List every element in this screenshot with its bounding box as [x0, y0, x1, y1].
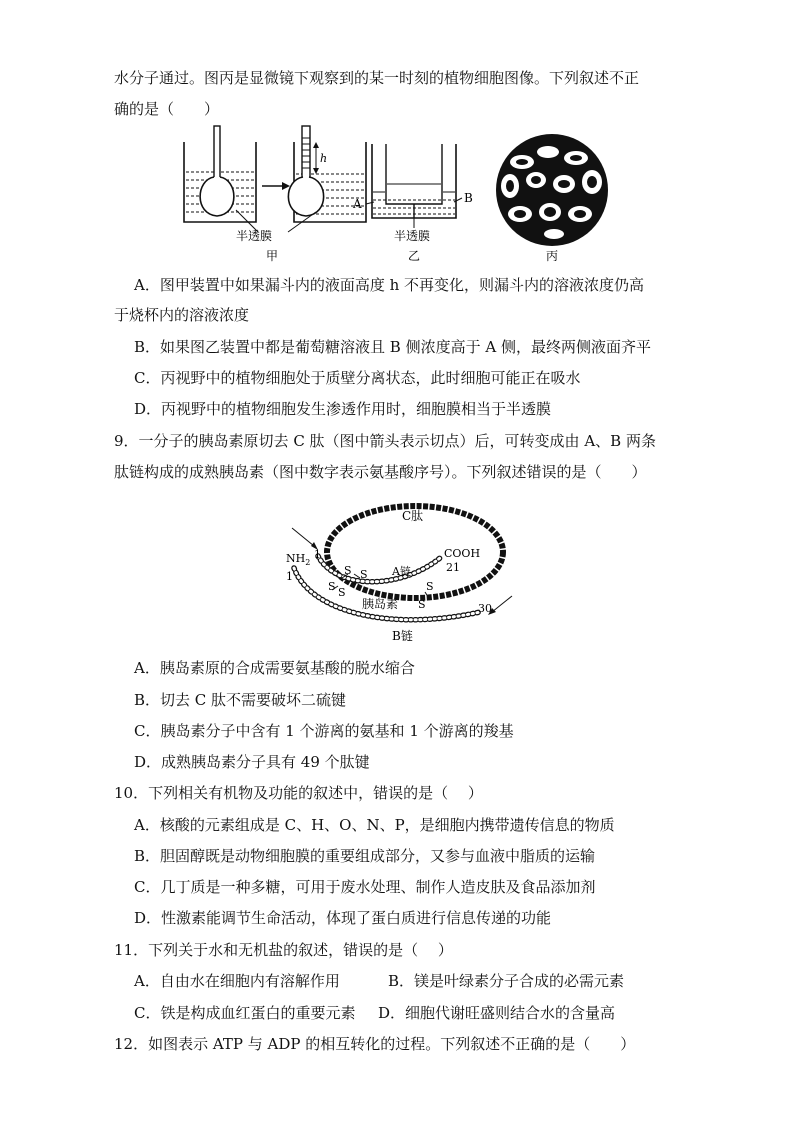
q9-option-c: C．胰岛素分子中含有 1 个游离的氨基和 1 个游离的羧基 — [134, 722, 514, 740]
cooh-label: COOH — [444, 547, 481, 560]
num-21: 21 — [446, 561, 460, 574]
q8-option-d: D．丙视野中的植物细胞发生渗透作用时，细胞膜相当于半透膜 — [134, 400, 552, 418]
jia-membrane-label: 半透膜 — [236, 229, 273, 243]
nh2-label: $NH_2$ — [286, 552, 311, 567]
q9-stem-line2: 肽链构成的成熟胰岛素（图中数字表示氨基酸序号）。下列叙述错误的是（ ） — [114, 463, 647, 481]
micrograph-bing — [496, 134, 608, 263]
yi-membrane-label: 半透膜 — [394, 229, 431, 243]
q9-option-b: B．切去 C 肽不需要破坏二硫键 — [134, 691, 347, 709]
q10-option-c: C．几丁质是一种多糖，可用于废水处理、制作人造皮肤及食品添加剂 — [134, 878, 596, 896]
bing-label: 丙 — [546, 249, 559, 263]
q10-option-b: B．胆固醇既是动物细胞膜的重要组成部分，又参与血液中脂质的运输 — [134, 847, 596, 865]
s-2: S — [360, 568, 368, 581]
b-chain-label: B链 — [392, 629, 413, 643]
insulin-label: 胰岛素 — [362, 597, 399, 611]
s-1: S — [344, 564, 352, 577]
q9-option-a: A．胰岛素原的合成需要氨基酸的脱水缩合 — [134, 659, 415, 677]
q8-stem-line2: 确的是（ ） — [114, 100, 220, 118]
s-5: S — [426, 580, 434, 593]
q12-stem: 12．如图表示 ATP 与 ADP 的相互转化的过程。下列叙述不正确的是（ ） — [114, 1035, 636, 1053]
yi-label: 乙 — [408, 249, 421, 263]
q8-figure — [170, 122, 640, 267]
s-6: S — [418, 598, 426, 611]
s-3: S — [328, 580, 336, 593]
q11-option-b: B．镁是叶绿素分子合成的必需元素 — [388, 972, 625, 990]
q11-option-c: C．铁是构成血红蛋白的重要元素 — [134, 1004, 356, 1022]
side-a-label: A — [353, 197, 362, 211]
q11-stem: 11．下列关于水和无机盐的叙述，错误的是（ ） — [114, 941, 453, 959]
jia-label: 甲 — [266, 249, 279, 263]
num-1-b: 1 — [286, 570, 293, 583]
side-b-label: B — [464, 191, 473, 205]
q9-proinsulin-figure — [280, 494, 520, 646]
h-label: h — [320, 152, 328, 165]
q9-stem-line1: 9．一分子的胰岛素原切去 C 肽（图中箭头表示切点）后，可转变成由 A、B 两条 — [114, 432, 656, 450]
u-tube-yi — [352, 144, 473, 263]
q8-option-c: C．丙视野中的植物细胞处于质壁分离状态，此时细胞可能正在吸水 — [134, 369, 581, 387]
q10-option-d: D．性激素能调节生命活动，体现了蛋白质进行信息传递的功能 — [134, 909, 552, 927]
q8-stem-line1: 水分子通过。图丙是显微镜下观察到的某一时刻的植物细胞图像。下列叙述不正 — [114, 69, 640, 87]
q8-option-a-line1: A．图甲装置中如果漏斗内的液面高度 h 不再变化，则漏斗内的溶液浓度仍高 — [134, 276, 645, 294]
beaker-jia-1 — [184, 126, 256, 222]
num-1-a: 1 — [314, 548, 321, 561]
q11-option-a: A．自由水在细胞内有溶解作用 — [134, 972, 340, 990]
s-4: S — [338, 586, 346, 599]
num-30: 30 — [478, 602, 492, 615]
q8-option-b: B．如果图乙装置中都是葡萄糖溶液且 B 侧浓度高于 A 侧，最终两侧液面齐平 — [134, 338, 651, 356]
a-chain-label: A链 — [392, 565, 411, 578]
q8-option-a-line2: 于烧杯内的溶液浓度 — [114, 306, 250, 324]
c-peptide-label: C肽 — [402, 509, 424, 523]
q10-stem: 10．下列相关有机物及功能的叙述中，错误的是（ ） — [114, 784, 483, 802]
q9-option-d: D．成熟胰岛素分子具有 49 个肽键 — [134, 753, 370, 771]
q10-option-a: A．核酸的元素组成是 C、H、O、N、P，是细胞内携带遗传信息的物质 — [134, 816, 615, 834]
q11-option-d: D．细胞代谢旺盛则结合水的含量高 — [378, 1004, 616, 1022]
